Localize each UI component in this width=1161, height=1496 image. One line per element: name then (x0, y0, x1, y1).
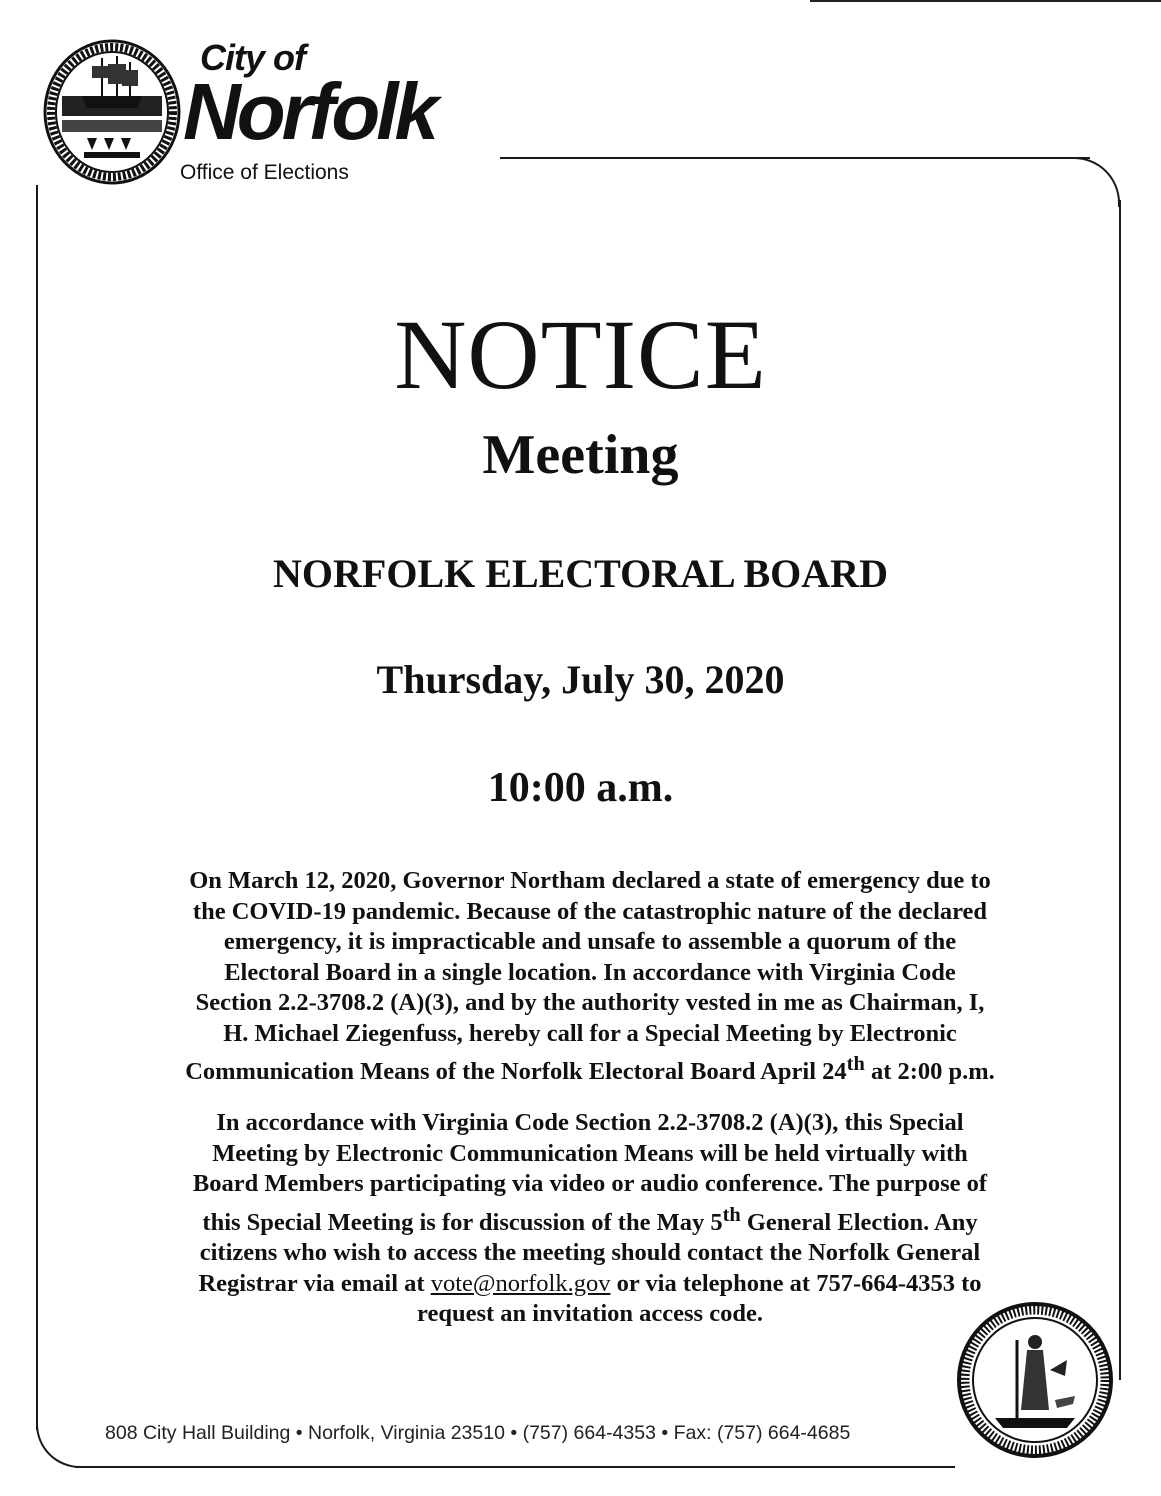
ordinal-suffix: th (722, 1203, 741, 1226)
ordinal-suffix: th (846, 1053, 865, 1075)
logo-norfolk: Norfolk (183, 67, 435, 156)
frame-top-line (500, 157, 1090, 159)
paragraph-line: Board Members participating via video or audio conference. The purpose of (192, 1170, 988, 1197)
line-text: at 2:00 p.m. (864, 1058, 995, 1086)
footer-address: 808 City Hall Building • Norfolk, Virginia 23510 • (757) 664-4353 • Fax: (757) 664-4685 (105, 1422, 851, 1444)
paragraph-line: In accordance with Virginia Code Section 2.2-3708.2 (A)(3), this Special (216, 1109, 964, 1136)
virginia-seal-icon (955, 1300, 1115, 1460)
line-text: or via telephone at 757-664-4353 to (610, 1269, 982, 1297)
paragraph-line (140, 1269, 1040, 1300)
paragraph-line (140, 1049, 1040, 1088)
paragraph-line (140, 1200, 1040, 1239)
line-text: Communication Means of the Norfolk Electoral Board April 24 (185, 1058, 847, 1086)
access-paragraph (140, 1108, 1040, 1330)
frame-bottom-line (75, 1466, 955, 1468)
top-edge-rule (810, 0, 1161, 2)
logo-city-of: City of (200, 37, 305, 78)
notice-heading: NOTICE (394, 299, 767, 410)
line-text: Registrar via email at (198, 1269, 431, 1297)
meeting-time: 10:00 a.m. (487, 765, 674, 811)
paragraph-line: H. Michael Ziegenfuss, hereby call for a Special Meeting by Electronic (223, 1019, 957, 1047)
email-link[interactable]: vote@norfolk.gov (430, 1269, 611, 1297)
line-text: this Special Meeting is for discussion of the May 5 (202, 1208, 723, 1236)
paragraph-line: emergency, it is impracticable and unsafe to assemble a quorum of the (223, 928, 957, 955)
emergency-paragraph (140, 866, 1040, 1088)
frame-corner-bottom-left (36, 1420, 86, 1468)
paragraph-line: Electoral Board in a single location. In accordance with Virginia Code (224, 958, 956, 986)
meeting-date: Thursday, July 30, 2020 (376, 657, 785, 702)
paragraph-line: citizens who wish to access the meeting should contact the Norfolk General (199, 1239, 981, 1267)
paragraph-line: request an invitation access code. (417, 1300, 763, 1328)
paragraph-line: Section 2.2-3708.2 (A)(3), and by the authority vested in me as Chairman, I, (195, 989, 985, 1016)
logo-office-of-elections: Office of Elections (180, 161, 349, 184)
frame-corner-top-right (1070, 157, 1120, 207)
city-seal-icon (42, 38, 182, 186)
paragraph-line: Meeting by Electronic Communication Means will be held virtually with (212, 1139, 968, 1167)
paragraph-line: On March 12, 2020, Governor Northam declared a state of emergency due to (189, 867, 991, 894)
line-text: General Election. Any (740, 1208, 978, 1236)
meeting-heading: Meeting (482, 424, 679, 486)
paragraph-line: the COVID-19 pandemic. Because of the catastrophic nature of the declared (192, 897, 988, 925)
board-name: NORFOLK ELECTORAL BOARD (273, 551, 888, 596)
